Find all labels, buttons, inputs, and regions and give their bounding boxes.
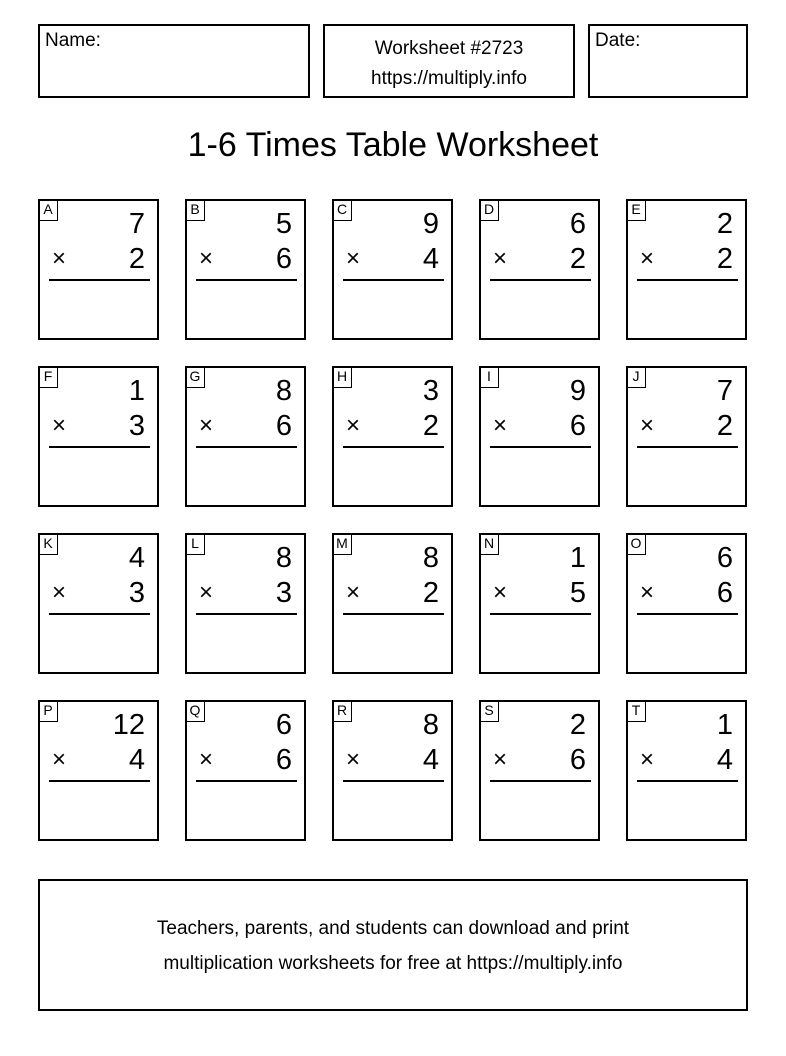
multiplicand: 6	[275, 709, 292, 741]
problem-letter: L	[185, 533, 205, 555]
answer-line	[49, 279, 150, 281]
multiplier: 2	[716, 410, 733, 442]
footer-line-1: Teachers, parents, and students can download and print	[156, 918, 630, 939]
worksheet-url: https://multiply.info	[371, 68, 527, 89]
multiplier: 6	[569, 744, 586, 776]
problem-card[interactable]	[479, 366, 600, 507]
answer-line	[637, 613, 738, 615]
problem-letter: F	[38, 366, 58, 388]
problem-letter: H	[332, 366, 352, 388]
multiplicand: 3	[422, 375, 439, 407]
times-sign: ×	[346, 412, 361, 439]
problem-letter: C	[332, 199, 352, 221]
problem-letter: N	[479, 533, 499, 555]
problem-card[interactable]	[185, 700, 306, 841]
multiplier: 3	[128, 410, 145, 442]
problem-card[interactable]	[332, 366, 453, 507]
multiplier: 2	[716, 243, 733, 275]
times-sign: ×	[493, 579, 508, 606]
problem-letter: G	[185, 366, 205, 388]
multiplicand: 1	[128, 375, 145, 407]
answer-line	[49, 446, 150, 448]
times-sign: ×	[640, 579, 655, 606]
times-sign: ×	[346, 746, 361, 773]
times-sign: ×	[640, 245, 655, 272]
problem-letter: K	[38, 533, 58, 555]
name-label: Name:	[45, 30, 101, 51]
multiplicand: 8	[422, 542, 439, 574]
multiplier: 6	[716, 577, 733, 609]
multiplicand: 7	[716, 375, 733, 407]
problem-card[interactable]	[479, 199, 600, 340]
problem-letter: R	[332, 700, 352, 722]
times-sign: ×	[199, 579, 214, 606]
problem-card[interactable]	[38, 533, 159, 674]
answer-line	[196, 446, 297, 448]
answer-line	[196, 780, 297, 782]
answer-line	[490, 780, 591, 782]
problem-card[interactable]	[332, 199, 453, 340]
times-sign: ×	[346, 245, 361, 272]
date-field-box[interactable]	[588, 24, 748, 98]
times-sign: ×	[493, 746, 508, 773]
problem-card[interactable]	[38, 366, 159, 507]
multiplier: 3	[128, 577, 145, 609]
multiplier: 4	[422, 243, 439, 275]
answer-line	[637, 279, 738, 281]
footer-box	[38, 879, 748, 1011]
problem-card[interactable]	[185, 199, 306, 340]
multiplicand: 1	[569, 542, 586, 574]
times-sign: ×	[52, 746, 67, 773]
times-sign: ×	[52, 579, 67, 606]
multiplicand: 9	[422, 208, 439, 240]
problem-letter: E	[626, 199, 646, 221]
name-field-box[interactable]	[38, 24, 310, 98]
problem-letter: O	[626, 533, 646, 555]
problem-card[interactable]	[479, 533, 600, 674]
times-sign: ×	[52, 245, 67, 272]
multiplier: 4	[716, 744, 733, 776]
problem-letter: Q	[185, 700, 205, 722]
multiplicand: 6	[569, 208, 586, 240]
multiplicand: 5	[275, 208, 292, 240]
answer-line	[196, 613, 297, 615]
worksheet-info-box	[323, 24, 575, 98]
multiplier: 2	[422, 410, 439, 442]
worksheet-title: 1-6 Times Table Worksheet	[187, 126, 599, 164]
multiplier: 6	[275, 410, 292, 442]
answer-line	[196, 279, 297, 281]
times-sign: ×	[640, 746, 655, 773]
problem-letter: B	[185, 199, 205, 221]
multiplicand: 8	[275, 375, 292, 407]
problem-card[interactable]	[332, 533, 453, 674]
problem-letter: I	[479, 366, 499, 388]
multiplier: 6	[275, 243, 292, 275]
problem-card[interactable]	[185, 366, 306, 507]
multiplicand: 2	[716, 208, 733, 240]
answer-line	[637, 446, 738, 448]
answer-line	[490, 446, 591, 448]
problem-letter: M	[332, 533, 352, 555]
times-sign: ×	[199, 412, 214, 439]
times-sign: ×	[640, 412, 655, 439]
date-label: Date:	[595, 30, 641, 51]
footer-line-2: multiplication worksheets for free at https://multiply.info	[163, 953, 623, 974]
times-sign: ×	[493, 412, 508, 439]
problem-letter: P	[38, 700, 58, 722]
multiplicand: 2	[569, 709, 586, 741]
multiplicand: 6	[716, 542, 733, 574]
answer-line	[490, 279, 591, 281]
multiplicand: 8	[275, 542, 292, 574]
multiplier: 4	[422, 744, 439, 776]
answer-line	[49, 780, 150, 782]
multiplier: 5	[569, 577, 586, 609]
problem-letter: T	[626, 700, 646, 722]
answer-line	[343, 446, 444, 448]
answer-line	[490, 613, 591, 615]
problem-letter: A	[38, 199, 58, 221]
times-sign: ×	[52, 412, 67, 439]
multiplier: 4	[128, 744, 145, 776]
multiplicand: 8	[422, 709, 439, 741]
problem-card[interactable]	[38, 199, 159, 340]
problem-letter: J	[626, 366, 646, 388]
multiplier: 2	[128, 243, 145, 275]
problem-card[interactable]	[332, 700, 453, 841]
problem-card[interactable]	[626, 700, 747, 841]
multiplier: 6	[569, 410, 586, 442]
problem-card[interactable]	[38, 700, 159, 841]
problem-card[interactable]	[626, 199, 747, 340]
multiplicand: 1	[716, 709, 733, 741]
problem-card[interactable]	[185, 533, 306, 674]
problem-letter: D	[479, 199, 499, 221]
answer-line	[637, 780, 738, 782]
problem-card[interactable]	[626, 366, 747, 507]
answer-line	[343, 613, 444, 615]
multiplicand: 7	[128, 208, 145, 240]
problem-card[interactable]	[626, 533, 747, 674]
multiplier: 2	[569, 243, 586, 275]
multiplier: 6	[275, 744, 292, 776]
multiplier: 3	[275, 577, 292, 609]
times-sign: ×	[199, 746, 214, 773]
times-sign: ×	[199, 245, 214, 272]
times-sign: ×	[346, 579, 361, 606]
answer-line	[343, 279, 444, 281]
multiplicand: 4	[128, 542, 145, 574]
answer-line	[49, 613, 150, 615]
answer-line	[343, 780, 444, 782]
times-sign: ×	[493, 245, 508, 272]
multiplicand: 12	[112, 709, 145, 741]
multiplicand: 9	[569, 375, 586, 407]
problem-card[interactable]	[479, 700, 600, 841]
multiplier: 2	[422, 577, 439, 609]
problem-letter: S	[479, 700, 499, 722]
worksheet-number: Worksheet #2723	[374, 38, 524, 59]
